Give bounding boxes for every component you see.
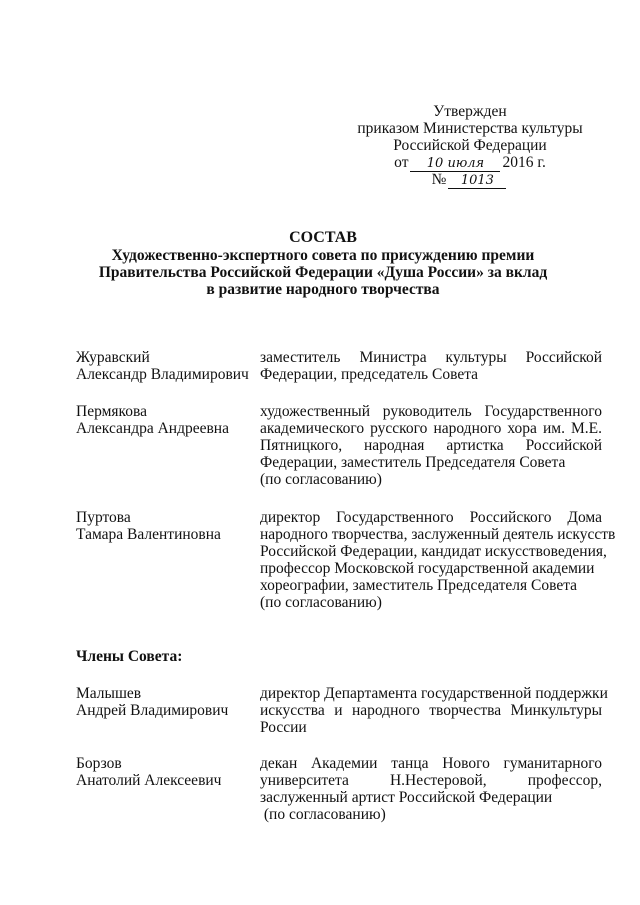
number-prefix: № [431, 171, 447, 188]
member-role [260, 685, 608, 736]
role-line: (по согласованию) [260, 471, 382, 488]
heading-line-2: Правительства Российской Федерации «Душа России» за вклад [98, 264, 548, 281]
role-line: заместитель Министра культуры Российской [260, 349, 602, 366]
approval-line-1: Утвержден [433, 103, 507, 120]
date-suffix: 2016 г. [502, 154, 546, 171]
person-surname: Журавский [76, 349, 150, 366]
person-given-name: Александр Владимирович [76, 366, 249, 383]
approval-date-line [340, 154, 600, 171]
role-line: Российской Федерации, кандидат искусствоведения, [260, 543, 607, 560]
approval-line-3: Российской Федерации [393, 137, 547, 154]
role-line: академического русского народного хора им. М.Е. [260, 420, 602, 437]
approval-block [340, 103, 600, 188]
role-line: директор Государственного Российского Дома [260, 509, 602, 526]
role-line: народного творчества, заслуженный деятель искусств [260, 526, 616, 543]
role-line: директор Департамента государственной поддержки [260, 685, 608, 702]
role-line: искусства и народного творчества Минкультуры [260, 702, 602, 719]
role-line: Пятницкого, народная артистка Российской [260, 437, 602, 454]
role-line: профессор Московской государственной академии [260, 560, 595, 577]
person-name [76, 509, 254, 543]
document-title: СОСТАВ [289, 229, 357, 246]
members-heading: Члены Совета: [76, 648, 183, 665]
member-name [76, 755, 254, 789]
role-line: хореографии, заместитель Председателя Совета [260, 577, 578, 594]
role-line: университета Н.Нестеровой, профессор, [260, 772, 602, 789]
heading-line-1: Художественно-экспертного совета по присуждению премии [111, 247, 535, 264]
person-role [260, 403, 602, 488]
document-heading [80, 229, 566, 298]
member-given-name: Андрей Владимирович [76, 702, 229, 719]
role-line: (по согласованию) [260, 594, 382, 611]
member-surname: Борзов [76, 755, 122, 772]
role-line: Федерации, заместитель Председателя Совета [260, 454, 566, 471]
member-name [76, 685, 254, 719]
person-role [260, 349, 602, 383]
role-line: Федерации, председатель Совета [260, 366, 479, 383]
person-given-name: Александра Андреевна [76, 420, 229, 437]
role-line: (по согласованию) [260, 806, 386, 823]
person-surname: Пермякова [76, 403, 148, 420]
heading-line-3: в развитие народного творчества [206, 281, 440, 298]
person-name [76, 349, 254, 383]
approval-number-line [340, 171, 600, 188]
member-surname: Малышев [76, 685, 142, 702]
person-role [260, 509, 616, 611]
handwritten-date: 10 июля [410, 157, 500, 172]
role-line: художественный руководитель Государственного [260, 403, 602, 420]
date-prefix: от [394, 154, 409, 171]
role-line: декан Академии танца Нового гуманитарного [260, 755, 602, 772]
member-role [260, 755, 602, 823]
role-line: заслуженный артист Российской Федерации [260, 789, 553, 806]
person-given-name: Тамара Валентиновна [76, 526, 221, 543]
person-surname: Пуртова [76, 509, 131, 526]
member-given-name: Анатолий Алексеевич [76, 772, 222, 789]
approval-line-2: приказом Министерства культуры [357, 120, 583, 137]
role-line: России [260, 719, 307, 736]
handwritten-number: 1013 [448, 174, 506, 189]
person-name [76, 403, 254, 437]
